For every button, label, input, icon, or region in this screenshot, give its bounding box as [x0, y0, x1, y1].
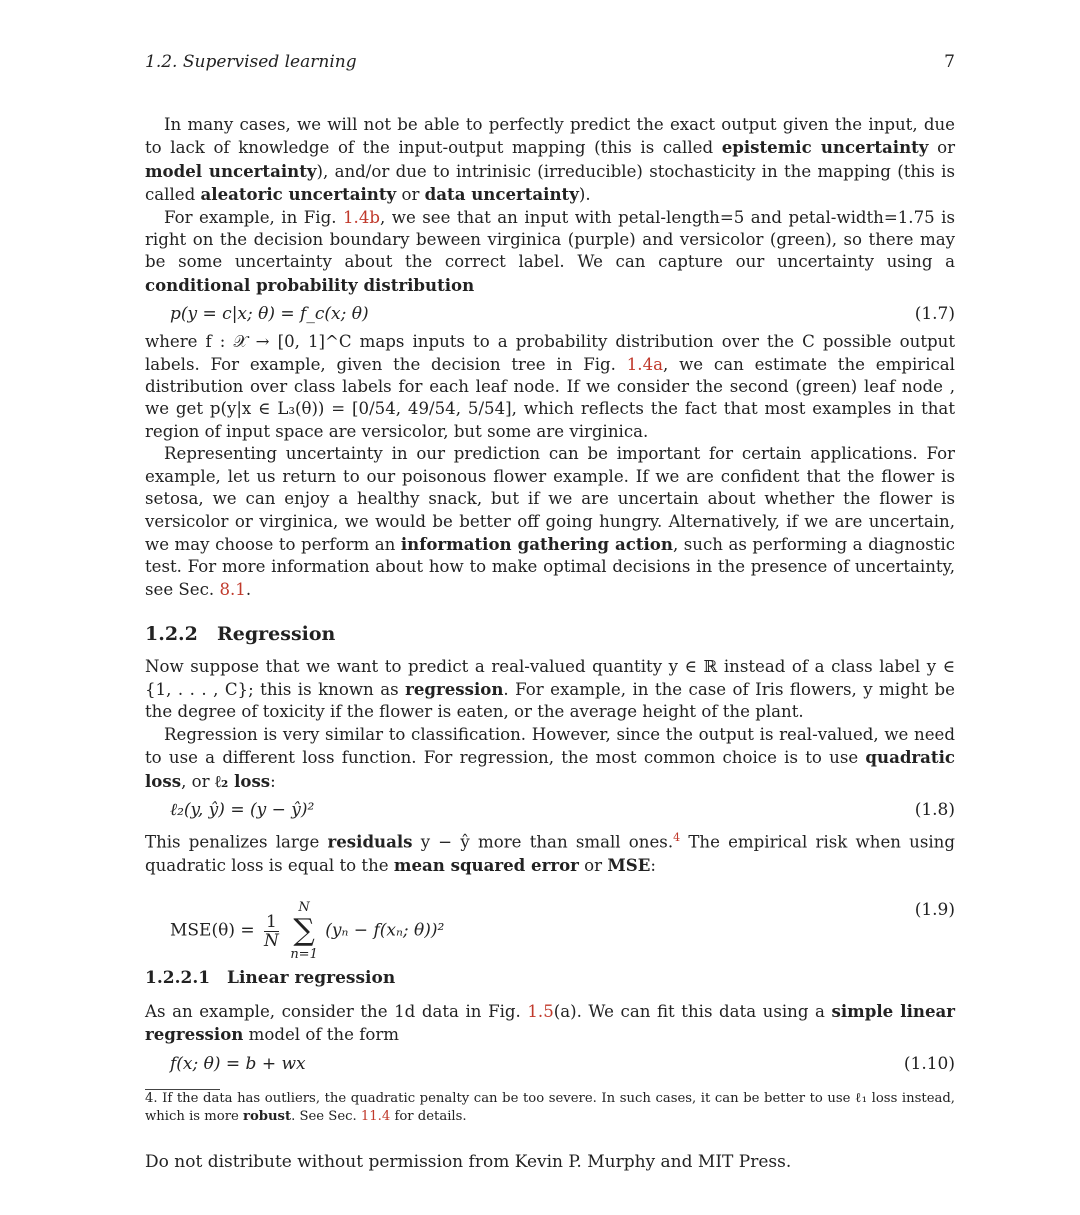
paragraph-residuals: This penalizes large residuals y − ŷ more than small ones.$^4$ The empirical risk when using quadratic loss is equal to the mean squared error or MSE:	[145, 830, 955, 875]
paragraph-where: where f : 𝒳 → [0, 1]^C maps inputs to a probability distribution over the C possible output labels. For example, given the decision tree in Fig. 1.4a, we can estimate the empirical distribution over class labels for each leaf node. If we consider the second (green) leaf node , we get p(y|x ∈ L₃(θ)) = [0/54, 49/54, 5/54], which reflects the fact that most examples in that region of input space are versicolor, but some are virginica.	[145, 332, 955, 441]
running-header	[145, 52, 955, 76]
subsection-heading-linear-regression: 1.2.2.1 Linear regression	[145, 968, 396, 989]
paragraph-linear: As an example, consider the 1d data in Fig. 1.5(a). We can fit this data using a simple linear regression model of the form	[145, 1000, 955, 1045]
figure-link[interactable]: 1.4b	[342, 207, 380, 227]
figure-link[interactable]: 1.5	[527, 1001, 554, 1021]
equation-1-9	[145, 877, 955, 963]
fraction: $\frac{1}{N}$	[264, 911, 279, 951]
paragraph-uncertainty: In many cases, we will not be able to perfectly predict the exact output given the input, due to lack of knowledge of the input-output mapping (this is called epistemic uncertainty or model uncertainty), and/or due to intrinisic (irreducible) stochasticity in the mapping (this is called aleatoric uncertainty or data uncertainty).	[145, 115, 956, 205]
equation-expression: f(x; θ) = b + wx	[170, 1053, 306, 1074]
main-text	[145, 114, 955, 1126]
footnote-mark[interactable]: 4	[673, 830, 681, 844]
equation-expression: MSE(θ) = $\frac{1}{N}$ N ∑ n=1 (yₙ − f(xₙ; θ))²	[170, 900, 445, 963]
equation-1-7	[145, 297, 955, 331]
footnote: 4. If the data has outliers, the quadratic penalty can be too severe. In such cases, it can be better to use ℓ₁ loss instead, which is more robust. See Sec. 11.4 for details.	[145, 1090, 955, 1124]
paragraph-example: For example, in Fig. 1.4b, we see that an input with petal-length=5 and petal-width=1.75 is right on the decision boundary beween virginica (purple) and versicolor (green), so there may be some uncertainty about the correct label. We can capture our uncertainty using a conditional probability distribution	[145, 207, 955, 295]
paragraph-loss: Regression is very similar to classification. However, since the output is real-valued, we need to use a different loss function. For regression, the most common choice is to use quadratic loss, or ℓ₂ loss:	[145, 724, 955, 791]
equation-number: (1.8)	[914, 799, 955, 820]
summation: N ∑ n=1	[290, 900, 318, 963]
section-link[interactable]: 8.1	[219, 579, 246, 599]
paragraph-regression: Now suppose that we want to predict a real-valued quantity y ∈ ℝ instead of a class label y ∈ {1, . . . , C}; this is known as regression. For example, in the case of Iris flowers, y might be the degree of toxicity if the flower is eaten, or the average height of the plant.	[145, 656, 955, 722]
page-footer: Do not distribute without permission from Kevin P. Murphy and MIT Press.	[145, 1152, 792, 1172]
equation-expression: ℓ₂(y, ŷ) = (y − ŷ)²	[170, 799, 315, 820]
header-section: 1.2. Supervised learning	[145, 52, 357, 72]
equation-1-8	[145, 793, 955, 827]
equation-expression: p(y = c|x; θ) = f_c(x; θ)	[170, 304, 369, 325]
equation-number: (1.9)	[914, 900, 955, 921]
paragraph-representing: Representing uncertainty in our prediction can be important for certain applications. For example, let us return to our poisonous flower example. If we are confident that the flower is setosa, we can enjoy a healthy snack, but if we are uncertain about whether the flower is versicolor or virginica, we would be better off going hungry. Alternatively, if we are uncertain, we may choose to perform an information gathering action, such as performing a diagnostic test. For more information about how to make optimal decisions in the presence of uncertainty, see Sec. 8.1.	[145, 444, 956, 599]
equation-number: (1.10)	[903, 1053, 955, 1074]
equation-number: (1.7)	[914, 304, 955, 325]
section-heading-regression: 1.2.2 Regression	[145, 623, 336, 646]
page-number: 7	[944, 52, 955, 72]
equation-1-10	[145, 1047, 955, 1081]
section-link[interactable]: 11.4	[360, 1108, 391, 1124]
figure-link[interactable]: 1.4a	[626, 354, 664, 374]
